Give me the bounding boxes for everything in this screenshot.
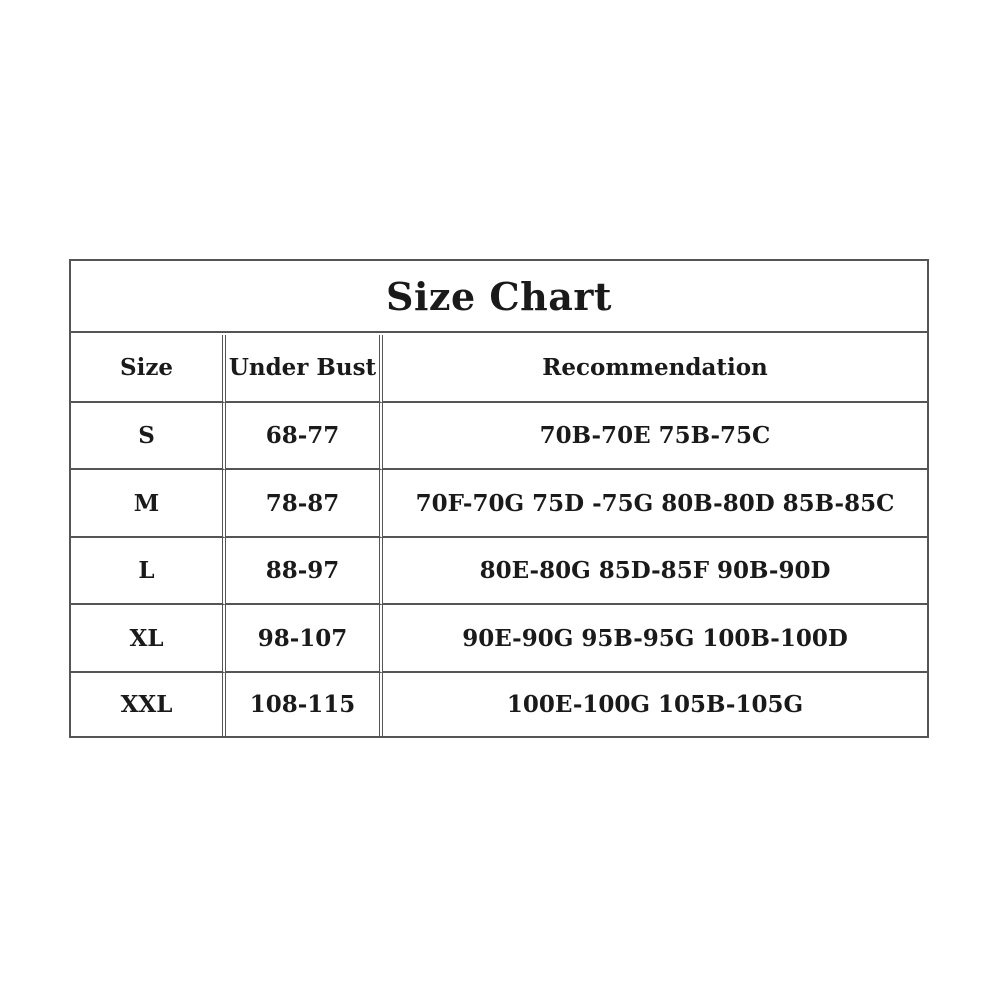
header-size: Size xyxy=(71,335,226,403)
table-row xyxy=(71,538,927,606)
cell-size: S xyxy=(71,403,226,471)
header-under-bust: Under Bust xyxy=(226,335,383,403)
title-row xyxy=(71,261,927,333)
size-table xyxy=(71,335,927,736)
cell-under-bust: 68-77 xyxy=(226,403,383,471)
cell-size: L xyxy=(71,538,226,606)
cell-size: XXL xyxy=(71,673,226,736)
table-row xyxy=(71,673,927,736)
cell-size: XL xyxy=(71,605,226,673)
cell-under-bust: 108-115 xyxy=(226,673,383,736)
table-row xyxy=(71,403,927,471)
cell-size: M xyxy=(71,470,226,538)
cell-recommendation: 70B-70E 75B-75C xyxy=(383,403,927,471)
size-chart xyxy=(69,259,929,738)
header-recommendation: Recommendation xyxy=(383,335,927,403)
cell-under-bust: 88-97 xyxy=(226,538,383,606)
cell-recommendation: 70F-70G 75D -75G 80B-80D 85B-85C xyxy=(383,470,927,538)
table-row xyxy=(71,470,927,538)
cell-recommendation: 100E-100G 105B-105G xyxy=(506,691,804,719)
chart-title: Size Chart xyxy=(386,273,612,319)
table-row xyxy=(71,605,927,673)
cell-recommendation: 80E-80G 85D-85F 90B-90D xyxy=(383,538,927,606)
cell-recommendation: 90E-90G 95B-95G 100B-100D xyxy=(383,605,927,673)
header-row xyxy=(71,335,927,403)
cell-under-bust: 98-107 xyxy=(226,605,383,673)
cell-under-bust: 78-87 xyxy=(226,470,383,538)
